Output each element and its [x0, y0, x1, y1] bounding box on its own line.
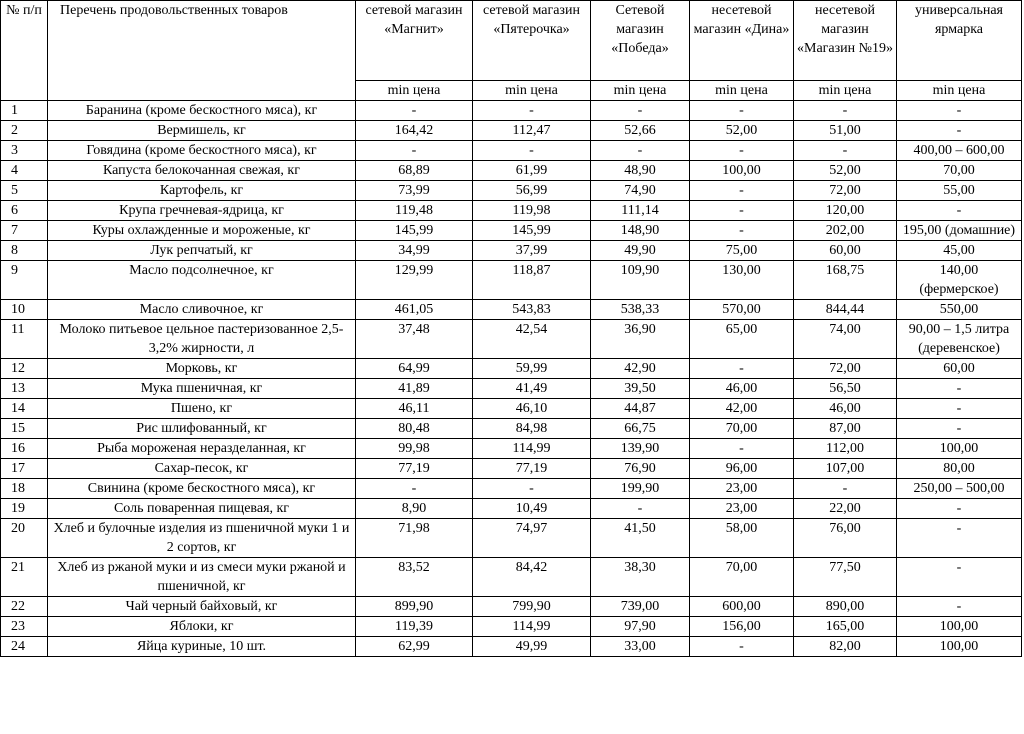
- price-cell: 70,00: [690, 558, 794, 597]
- price-cell: 114,99: [473, 439, 591, 459]
- price-cell: -: [690, 181, 794, 201]
- price-cell: -: [356, 101, 473, 121]
- subheader-min-price: min цена: [690, 81, 794, 101]
- product-name: Масло сливочное, кг: [48, 300, 356, 320]
- price-cell: 107,00: [794, 459, 897, 479]
- price-cell: 22,00: [794, 499, 897, 519]
- price-cell: 550,00: [897, 300, 1022, 320]
- price-cell: 90,00 – 1,5 литра (деревенское): [897, 320, 1022, 359]
- price-cell: 49,90: [591, 241, 690, 261]
- price-cell: 44,87: [591, 399, 690, 419]
- price-cell: 38,30: [591, 558, 690, 597]
- row-number: 8: [1, 241, 48, 261]
- header-store-magazin19: несетевой магазин «Магазин №19»: [794, 1, 897, 81]
- product-name: Молоко питьевое цельное пастеризованное 2,5-3,2% жирности, л: [48, 320, 356, 359]
- price-cell: -: [690, 141, 794, 161]
- price-cell: 739,00: [591, 597, 690, 617]
- price-cell: 844,44: [794, 300, 897, 320]
- price-cell: 118,87: [473, 261, 591, 300]
- product-name: Мука пшеничная, кг: [48, 379, 356, 399]
- row-number: 3: [1, 141, 48, 161]
- row-number: 23: [1, 617, 48, 637]
- price-cell: 461,05: [356, 300, 473, 320]
- table-row: [1, 241, 1022, 261]
- table-row: [1, 419, 1022, 439]
- price-cell: 538,33: [591, 300, 690, 320]
- price-cell: -: [897, 201, 1022, 221]
- price-cell: 890,00: [794, 597, 897, 617]
- price-cell: 400,00 – 600,00: [897, 141, 1022, 161]
- price-cell: 72,00: [794, 181, 897, 201]
- product-name: Картофель, кг: [48, 181, 356, 201]
- price-cell: 55,00: [897, 181, 1022, 201]
- price-cell: 99,98: [356, 439, 473, 459]
- price-cell: 84,42: [473, 558, 591, 597]
- header-store-pyaterochka: сетевой магазин «Пятерочка»: [473, 1, 591, 81]
- price-cell: -: [897, 419, 1022, 439]
- price-cell: 52,00: [794, 161, 897, 181]
- price-cell: 74,00: [794, 320, 897, 359]
- row-number: 24: [1, 637, 48, 657]
- price-cell: 112,00: [794, 439, 897, 459]
- price-cell: 77,50: [794, 558, 897, 597]
- price-cell: 64,99: [356, 359, 473, 379]
- price-cell: 119,39: [356, 617, 473, 637]
- subheader-min-price: min цена: [591, 81, 690, 101]
- price-cell: 145,99: [473, 221, 591, 241]
- row-number: 13: [1, 379, 48, 399]
- subheader-min-price: min цена: [794, 81, 897, 101]
- price-cell: 250,00 – 500,00: [897, 479, 1022, 499]
- table-row: [1, 637, 1022, 657]
- price-cell: -: [897, 597, 1022, 617]
- product-name: Куры охлажденные и мороженые, кг: [48, 221, 356, 241]
- price-cell: 119,98: [473, 201, 591, 221]
- product-name: Яблоки, кг: [48, 617, 356, 637]
- price-cell: -: [690, 201, 794, 221]
- price-cell: -: [690, 439, 794, 459]
- price-cell: 49,99: [473, 637, 591, 657]
- price-cell: -: [794, 479, 897, 499]
- row-number: 7: [1, 221, 48, 241]
- product-name: Крупа гречневая-ядрица, кг: [48, 201, 356, 221]
- row-number: 10: [1, 300, 48, 320]
- price-cell: 36,90: [591, 320, 690, 359]
- price-cell: 77,19: [356, 459, 473, 479]
- price-cell: 156,00: [690, 617, 794, 637]
- price-cell: 77,19: [473, 459, 591, 479]
- price-cell: 39,50: [591, 379, 690, 399]
- price-cell: -: [473, 479, 591, 499]
- price-cell: -: [690, 221, 794, 241]
- header-product-list: Перечень продовольственных товаров: [48, 1, 356, 101]
- row-number: 16: [1, 439, 48, 459]
- price-cell: 42,00: [690, 399, 794, 419]
- table-row: [1, 101, 1022, 121]
- price-cell: 62,99: [356, 637, 473, 657]
- price-cell: 119,48: [356, 201, 473, 221]
- price-cell: 100,00: [897, 439, 1022, 459]
- price-cell: -: [794, 141, 897, 161]
- price-cell: -: [591, 499, 690, 519]
- table-row: [1, 459, 1022, 479]
- table-row: [1, 261, 1022, 300]
- price-cell: 61,99: [473, 161, 591, 181]
- price-cell: 80,00: [897, 459, 1022, 479]
- price-cell: 41,50: [591, 519, 690, 558]
- table-row: [1, 597, 1022, 617]
- price-cell: 23,00: [690, 499, 794, 519]
- subheader-min-price: min цена: [897, 81, 1022, 101]
- table-row: [1, 617, 1022, 637]
- price-cell: 60,00: [897, 359, 1022, 379]
- price-cell: 34,99: [356, 241, 473, 261]
- row-number: 18: [1, 479, 48, 499]
- price-cell: 202,00: [794, 221, 897, 241]
- product-name: Морковь, кг: [48, 359, 356, 379]
- price-cell: 140,00 (фермерское): [897, 261, 1022, 300]
- table-row: [1, 181, 1022, 201]
- price-cell: 60,00: [794, 241, 897, 261]
- table-row: [1, 519, 1022, 558]
- row-number: 2: [1, 121, 48, 141]
- price-cell: 65,00: [690, 320, 794, 359]
- price-cell: 100,00: [897, 617, 1022, 637]
- price-cell: 42,54: [473, 320, 591, 359]
- price-cell: 41,89: [356, 379, 473, 399]
- product-name: Хлеб и булочные изделия из пшеничной муки 1 и 2 сортов, кг: [48, 519, 356, 558]
- table-row: [1, 439, 1022, 459]
- table-row: [1, 201, 1022, 221]
- price-cell: -: [897, 121, 1022, 141]
- price-cell: 84,98: [473, 419, 591, 439]
- header-number: № п/п: [1, 1, 48, 101]
- product-name: Баранина (кроме бескостного мяса), кг: [48, 101, 356, 121]
- price-cell: 23,00: [690, 479, 794, 499]
- header-fair: универсальная ярмарка: [897, 1, 1022, 81]
- row-number: 9: [1, 261, 48, 300]
- price-cell: 164,42: [356, 121, 473, 141]
- price-cell: 195,00 (домашние): [897, 221, 1022, 241]
- row-number: 6: [1, 201, 48, 221]
- table-row: [1, 161, 1022, 181]
- product-name: Рыба мороженая неразделанная, кг: [48, 439, 356, 459]
- table-row: [1, 499, 1022, 519]
- header-row: [1, 1, 1022, 81]
- price-cell: 58,00: [690, 519, 794, 558]
- price-cell: 76,00: [794, 519, 897, 558]
- price-cell: -: [690, 359, 794, 379]
- subheader-min-price: min цена: [356, 81, 473, 101]
- price-cell: 48,90: [591, 161, 690, 181]
- price-cell: -: [897, 399, 1022, 419]
- row-number: 4: [1, 161, 48, 181]
- table-row: [1, 479, 1022, 499]
- price-cell: -: [473, 141, 591, 161]
- price-cell: 799,90: [473, 597, 591, 617]
- price-cell: 71,98: [356, 519, 473, 558]
- price-cell: 165,00: [794, 617, 897, 637]
- product-name: Рис шлифованный, кг: [48, 419, 356, 439]
- price-cell: 130,00: [690, 261, 794, 300]
- row-number: 17: [1, 459, 48, 479]
- price-cell: -: [897, 519, 1022, 558]
- price-cell: 46,11: [356, 399, 473, 419]
- table-row: [1, 379, 1022, 399]
- price-cell: 129,99: [356, 261, 473, 300]
- product-name: Сахар-песок, кг: [48, 459, 356, 479]
- table-row: [1, 141, 1022, 161]
- price-cell: 56,99: [473, 181, 591, 201]
- price-cell: 899,90: [356, 597, 473, 617]
- price-cell: 96,00: [690, 459, 794, 479]
- row-number: 21: [1, 558, 48, 597]
- price-cell: 70,00: [897, 161, 1022, 181]
- product-name: Яйца куриные, 10 шт.: [48, 637, 356, 657]
- row-number: 12: [1, 359, 48, 379]
- product-name: Лук репчатый, кг: [48, 241, 356, 261]
- price-cell: 114,99: [473, 617, 591, 637]
- price-cell: -: [794, 101, 897, 121]
- row-number: 5: [1, 181, 48, 201]
- table-row: [1, 399, 1022, 419]
- price-cell: 68,89: [356, 161, 473, 181]
- price-cell: 10,49: [473, 499, 591, 519]
- price-cell: 46,00: [690, 379, 794, 399]
- price-cell: 46,00: [794, 399, 897, 419]
- price-cell: -: [897, 379, 1022, 399]
- row-number: 1: [1, 101, 48, 121]
- price-cell: 97,90: [591, 617, 690, 637]
- price-cell: 74,97: [473, 519, 591, 558]
- price-cell: -: [690, 637, 794, 657]
- row-number: 11: [1, 320, 48, 359]
- price-cell: 42,90: [591, 359, 690, 379]
- price-cell: 66,75: [591, 419, 690, 439]
- row-number: 14: [1, 399, 48, 419]
- table-row: [1, 221, 1022, 241]
- product-name: Соль поваренная пищевая, кг: [48, 499, 356, 519]
- price-cell: 111,14: [591, 201, 690, 221]
- header-store-dina: несетевой магазин «Дина»: [690, 1, 794, 81]
- price-cell: -: [356, 141, 473, 161]
- product-name: Хлеб из ржаной муки и из смеси муки ржаной и пшеничной, кг: [48, 558, 356, 597]
- row-number: 22: [1, 597, 48, 617]
- table-row: [1, 320, 1022, 359]
- price-cell: 37,99: [473, 241, 591, 261]
- product-name: Вермишель, кг: [48, 121, 356, 141]
- row-number: 20: [1, 519, 48, 558]
- price-cell: -: [356, 479, 473, 499]
- price-cell: -: [690, 101, 794, 121]
- product-name: Капуста белокочанная свежая, кг: [48, 161, 356, 181]
- product-name: Свинина (кроме бескостного мяса), кг: [48, 479, 356, 499]
- product-name: Масло подсолнечное, кг: [48, 261, 356, 300]
- price-cell: 145,99: [356, 221, 473, 241]
- price-cell: 82,00: [794, 637, 897, 657]
- table-body: [1, 101, 1022, 657]
- price-cell: 139,90: [591, 439, 690, 459]
- price-cell: 59,99: [473, 359, 591, 379]
- price-cell: -: [897, 558, 1022, 597]
- subheader-min-price: min цена: [473, 81, 591, 101]
- row-number: 15: [1, 419, 48, 439]
- table-row: [1, 121, 1022, 141]
- price-cell: 148,90: [591, 221, 690, 241]
- price-cell: 100,00: [897, 637, 1022, 657]
- price-cell: -: [897, 499, 1022, 519]
- price-cell: -: [591, 141, 690, 161]
- price-cell: 570,00: [690, 300, 794, 320]
- price-cell: -: [897, 101, 1022, 121]
- product-name: Говядина (кроме бескостного мяса), кг: [48, 141, 356, 161]
- price-cell: -: [591, 101, 690, 121]
- price-cell: 72,00: [794, 359, 897, 379]
- price-cell: 52,00: [690, 121, 794, 141]
- price-cell: 33,00: [591, 637, 690, 657]
- price-cell: 51,00: [794, 121, 897, 141]
- price-cell: 41,49: [473, 379, 591, 399]
- price-cell: 73,99: [356, 181, 473, 201]
- price-cell: 74,90: [591, 181, 690, 201]
- price-cell: 52,66: [591, 121, 690, 141]
- table-row: [1, 300, 1022, 320]
- price-cell: 168,75: [794, 261, 897, 300]
- price-cell: 45,00: [897, 241, 1022, 261]
- price-cell: 70,00: [690, 419, 794, 439]
- table-row: [1, 558, 1022, 597]
- row-number: 19: [1, 499, 48, 519]
- price-cell: 80,48: [356, 419, 473, 439]
- price-cell: 75,00: [690, 241, 794, 261]
- price-cell: 120,00: [794, 201, 897, 221]
- price-cell: 109,90: [591, 261, 690, 300]
- price-cell: -: [473, 101, 591, 121]
- price-cell: 8,90: [356, 499, 473, 519]
- price-cell: 46,10: [473, 399, 591, 419]
- price-cell: 100,00: [690, 161, 794, 181]
- header-store-pobeda: Сетевой магазин «Победа»: [591, 1, 690, 81]
- price-cell: 56,50: [794, 379, 897, 399]
- product-name: Пшено, кг: [48, 399, 356, 419]
- price-cell: 76,90: [591, 459, 690, 479]
- table-row: [1, 359, 1022, 379]
- price-cell: 600,00: [690, 597, 794, 617]
- price-cell: 87,00: [794, 419, 897, 439]
- header-store-magnit: сетевой магазин «Магнит»: [356, 1, 473, 81]
- price-cell: 112,47: [473, 121, 591, 141]
- price-cell: 199,90: [591, 479, 690, 499]
- price-cell: 543,83: [473, 300, 591, 320]
- price-cell: 37,48: [356, 320, 473, 359]
- price-cell: 83,52: [356, 558, 473, 597]
- product-name: Чай черный байховый, кг: [48, 597, 356, 617]
